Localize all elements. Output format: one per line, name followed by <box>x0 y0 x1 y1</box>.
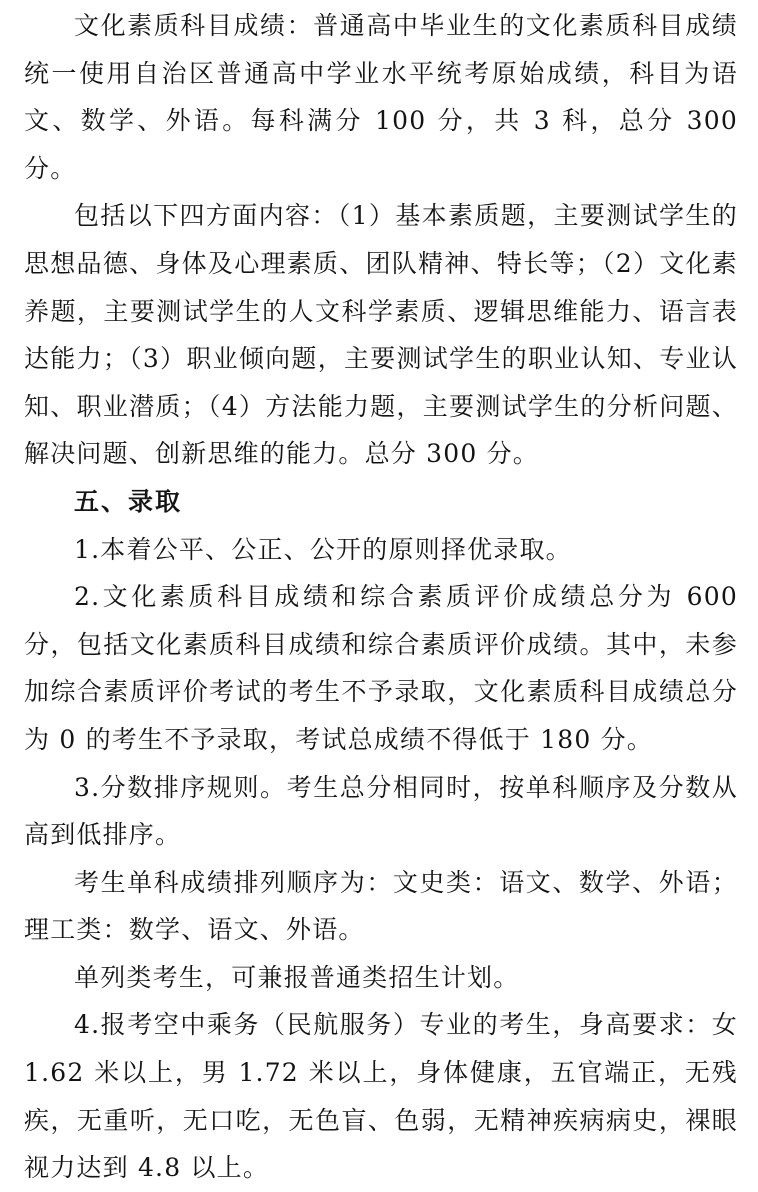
admission-item-1: 1.本着公平、公正、公开的原则择优录取。 <box>74 534 572 564</box>
admission-item-3: 3.分数排序规则。考生总分相同时，按单科顺序及分数从高到低排序。 <box>24 772 738 850</box>
subject-order-paragraph: 考生单科成绩排列顺序为：文史类：语文、数学、外语；理工类：数学、语文、外语。 <box>24 867 738 945</box>
admission-item-2: 2.文化素质科目成绩和综合素质评价成绩总分为 600 分，包括文化素质科目成绩和综合素质评价成绩。其中，未参加综合素质评价考试的考生不予录取，文化素质科目成绩总分为 0 的考生不予录取，考试总成绩不得低于 180 分。 <box>24 582 738 754</box>
separate-category-paragraph: 单列类考生，可兼报普通类招生计划。 <box>74 962 520 992</box>
admission-item-4: 4.报考空中乘务（民航服务）专业的考生，身高要求：女 1.62 米以上，男 1.72 米以上，身体健康，五官端正，无残疾，无重听，无口吃，无色盲、色弱，无精神疾病病史，裸眼视力达到 4.8 以上。 <box>24 1010 738 1183</box>
paragraph-culture-score: 文化素质科目成绩：普通高中毕业生的文化素质科目成绩统一使用自治区普通高中学业水平统考原始成绩，科目为语文、数学、外语。每科满分 100 分，共 3 科，总分 300 分。 <box>24 11 738 183</box>
paragraph-comprehensive-content: 包括以下四方面内容：（1）基本素质题，主要测试学生的思想品德、身体及心理素质、团队精神、特长等；（2）文化素养题，主要测试学生的人文科学素质、逻辑思维能力、语言表达能力；（3）职业倾向题，主要测试学生的职业认知、专业认知、职业潜质；（4）方法能力题，主要测试学生的分析问题、解决问题、创新思维的能力。总分 300 分。 <box>24 201 738 469</box>
section-heading-admission: 五、录取 <box>74 486 183 516</box>
document-page <box>24 0 738 1192</box>
